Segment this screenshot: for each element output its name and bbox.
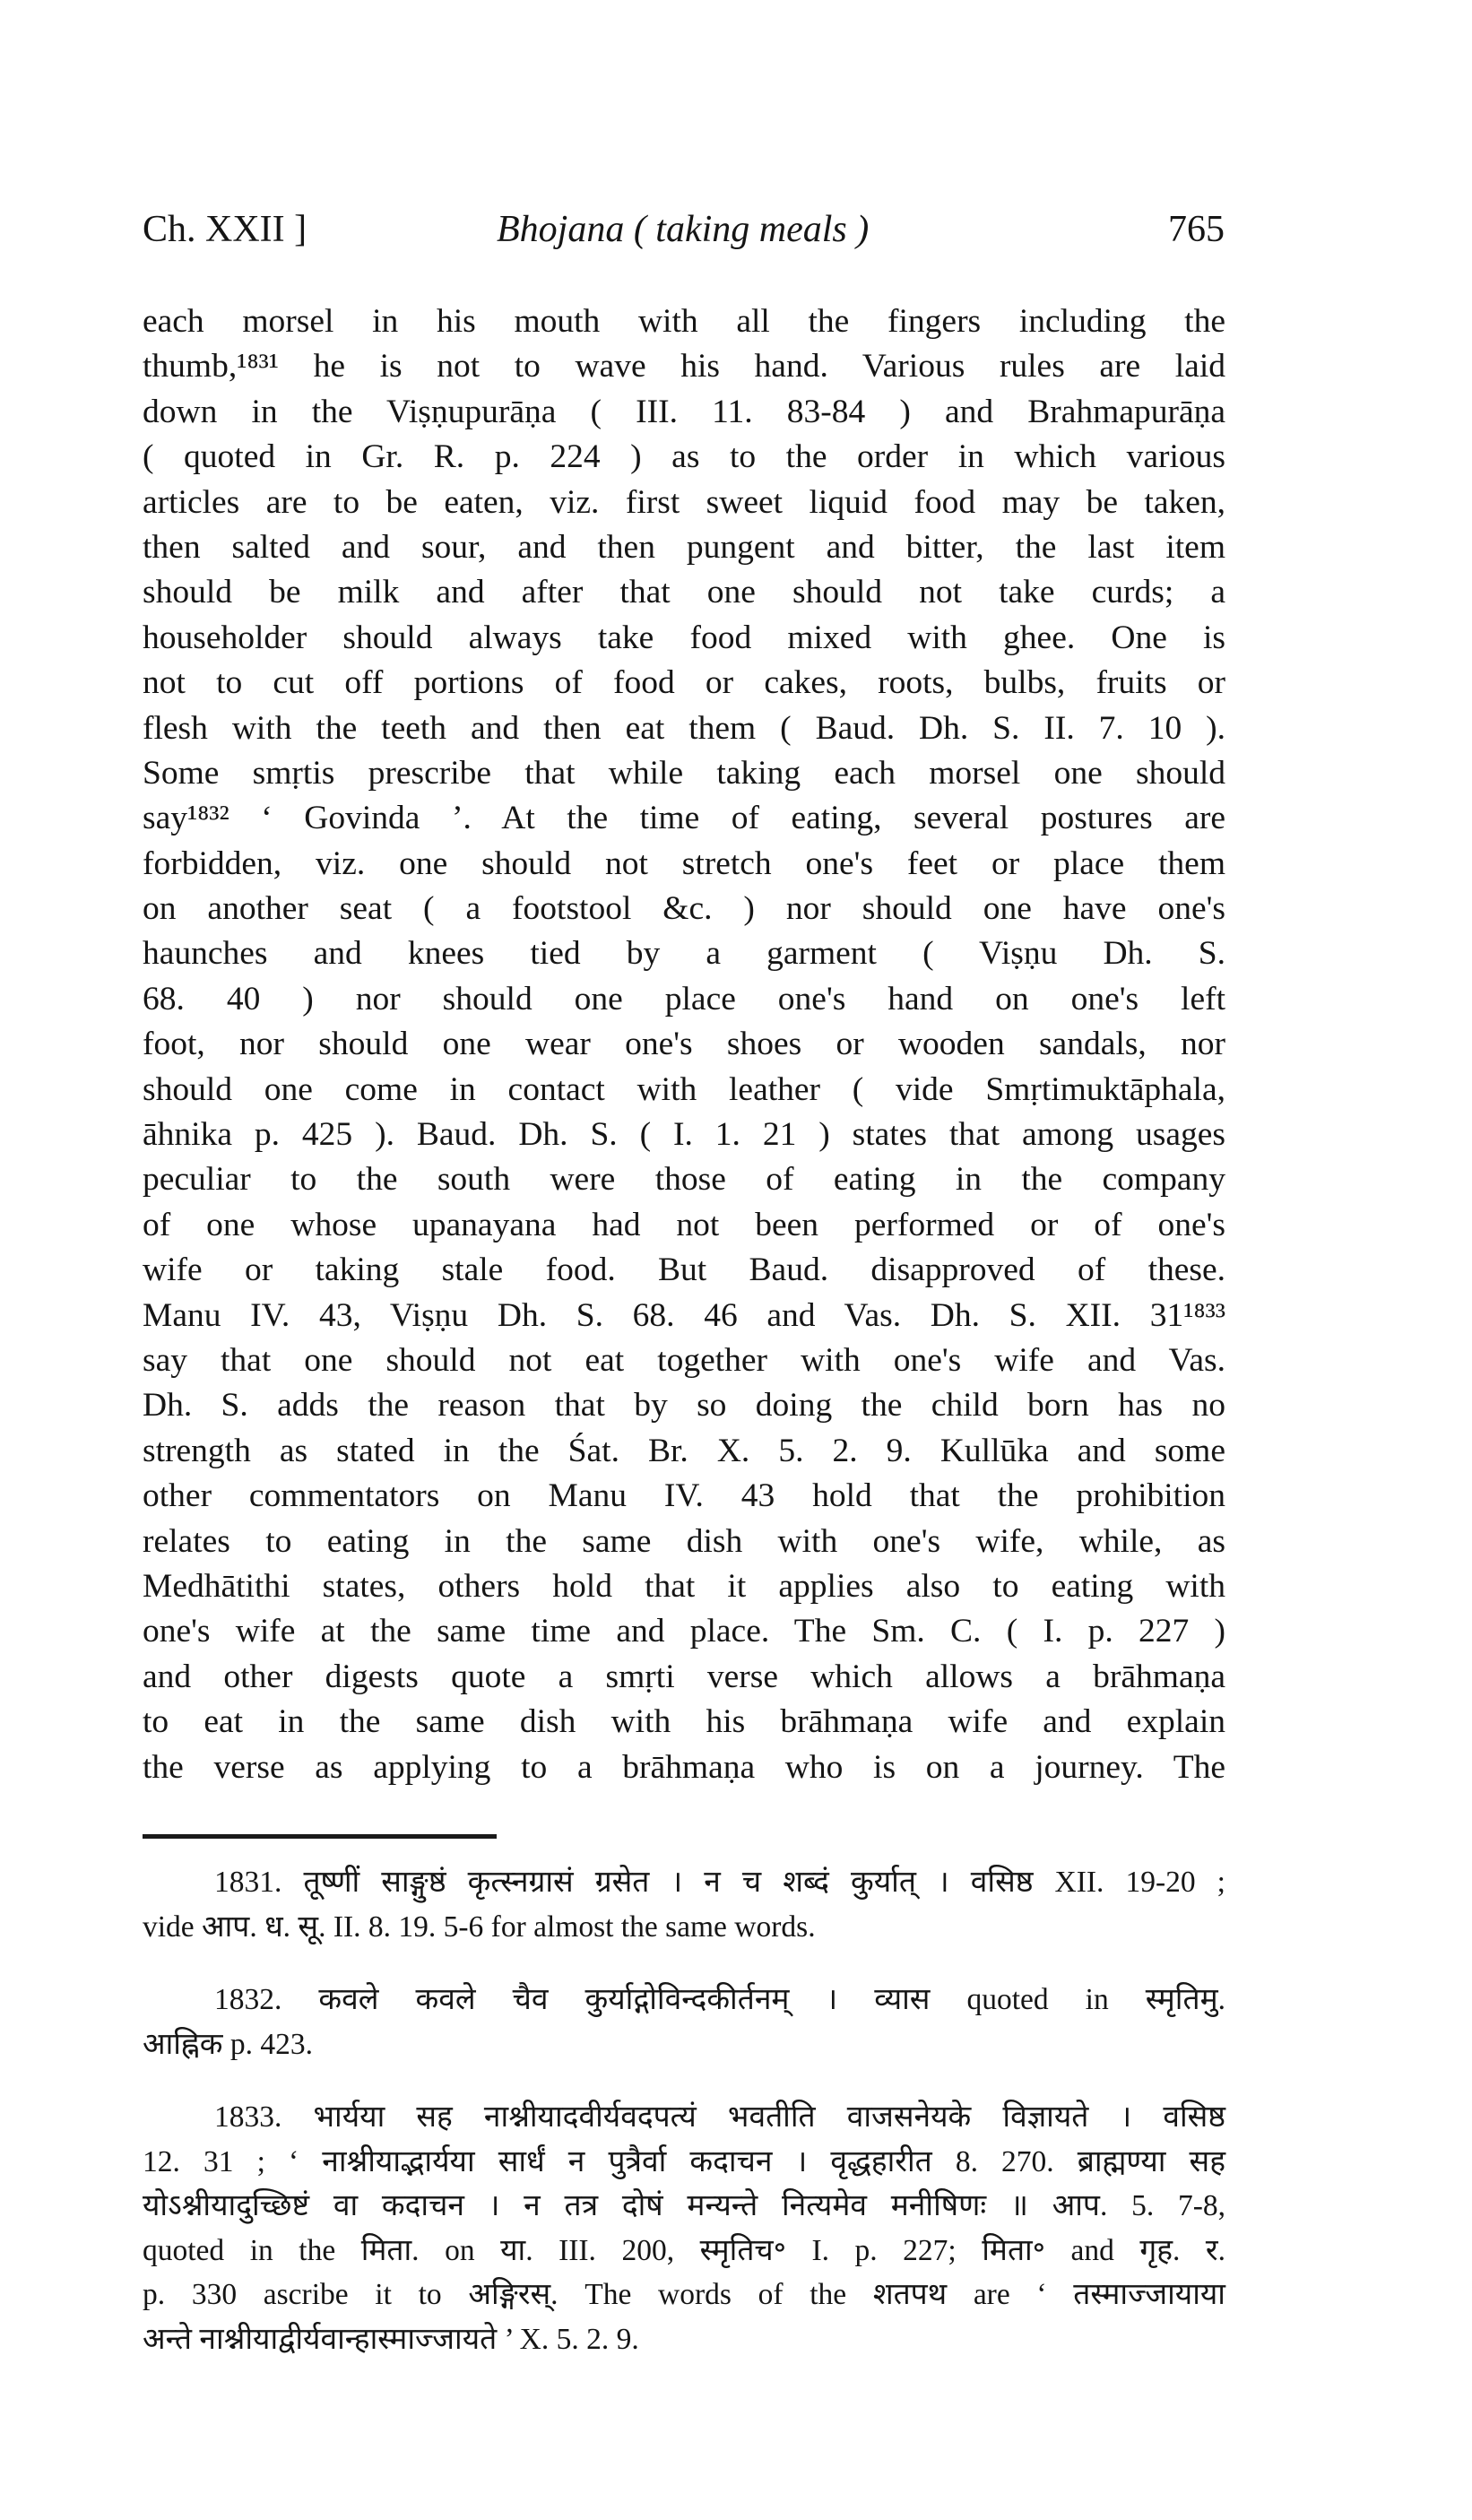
text-line: on another seat ( a footstool &c. ) nor should one have one's — [143, 890, 1225, 928]
text-line: ( quoted in Gr. R. p. 224 ) as to the order in which various — [143, 438, 1225, 476]
footnote-line: अन्ते नाश्नीयाद्वीर्यवान्हास्माज्जायते ’ X. 5. 2. 9. — [143, 2322, 639, 2356]
footnote-line: 12. 31 ; ‘ नाश्नीयाद्भार्यया सार्धं न पुत्रैर्वा कदाचन । वृद्धहारीत 8. 270. ब्राह्मण्या सह — [143, 2144, 1225, 2178]
text-line: down in the Viṣṇupurāṇa ( III. 11. 83-84 ) and Brahmapurāṇa — [143, 393, 1225, 430]
footnote-line: 1832. कवले कवले चैव कुर्याद्गोविन्दकीर्तनम् । व्यास quoted in स्मृतिमु. — [214, 1983, 1225, 2016]
text-line: then salted and sour, and then pungent and bitter, the last item — [143, 528, 1225, 566]
text-line: āhnika p. 425 ). Baud. Dh. S. ( I. 1. 21 ) states that among usages — [143, 1116, 1225, 1154]
main-text — [143, 299, 1225, 1790]
footnote-line: quoted in the मिता. on या. III. 200, स्मृतिच॰ I. p. 227; मिता॰ and गृह. र. — [143, 2233, 1225, 2267]
text-line: one's wife at the same time and place. The Sm. C. ( I. p. 227 ) — [143, 1613, 1225, 1650]
text-line: articles are to be eaten, viz. first sweet liquid food may be taken, — [143, 483, 1225, 521]
text-line: 68. 40 ) nor should one place one's hand on one's left — [143, 980, 1225, 1018]
text-line: should one come in contact with leather ( vide Smṛtimuktāphala, — [143, 1070, 1225, 1108]
text-line: thumb,¹⁸³¹ he is not to wave his hand. Various rules are laid — [143, 348, 1225, 385]
text-line: Dh. S. adds the reason that by so doing the child born has no — [143, 1387, 1225, 1425]
text-line: Some smṛtis prescribe that while taking each morsel one should — [143, 754, 1225, 792]
footnotes — [143, 1860, 1225, 2390]
text-line: foot, nor should one wear one's shoes or wooden sandals, nor — [143, 1026, 1225, 1063]
text-line: Medhātithi states, others hold that it applies also to eating with — [143, 1567, 1225, 1605]
footnote-line: 1831. तूष्णीं साङ्गुष्ठं कृत्स्नग्रासं ग्रसेत । न च शब्दं कुर्यात् । वसिष्ठ XII. 19-20 ; — [214, 1866, 1225, 1899]
text-line: peculiar to the south were those of eating in the company — [143, 1161, 1225, 1199]
text-line: relates to eating in the same dish with one's wife, while, as — [143, 1522, 1225, 1560]
text-line: say that one should not eat together with one's wife and Vas. — [143, 1341, 1225, 1379]
footnote-line: आह्निक p. 423. — [143, 2027, 313, 2061]
running-title: Bhojana ( taking meals ) — [497, 209, 870, 250]
text-line: haunches and knees tied by a garment ( Viṣṇu Dh. S. — [143, 935, 1225, 973]
text-line: Manu IV. 43, Viṣṇu Dh. S. 68. 46 and Vas. Dh. S. XII. 31¹⁸³³ — [143, 1296, 1225, 1334]
footnote-line: योऽश्नीयादुच्छिष्टं वा कदाचन । न तत्र दोषं मन्यन्ते नित्यमेव मनीषिणः ॥ आप. 5. 7-8, — [143, 2189, 1225, 2222]
page-number: 765 — [1168, 209, 1225, 250]
text-line: forbidden, viz. one should not stretch one's feet or place them — [143, 844, 1225, 882]
text-line: other commentators on Manu IV. 43 hold that the prohibition — [143, 1477, 1225, 1515]
chapter-label: Ch. XXII ] — [143, 209, 307, 250]
footnote-1831 — [143, 1860, 1225, 1949]
text-line: flesh with the teeth and then eat them ( Baud. Dh. S. II. 7. 10 ). — [143, 709, 1225, 747]
footnote-1832 — [143, 1978, 1225, 2066]
text-line: householder should always take food mixed with ghee. One is — [143, 619, 1225, 656]
footnote-line: 1833. भार्यया सह नाश्नीयादवीर्यवदपत्यं भवतीति वाजसनेयके विज्ञायते । वसिष्ठ — [214, 2100, 1225, 2134]
text-line: to eat in the same dish with his brāhmaṇa wife and explain — [143, 1703, 1225, 1741]
footnote-1833 — [143, 2095, 1225, 2361]
text-line: not to cut off portions of food or cakes, roots, bulbs, fruits or — [143, 664, 1225, 702]
footnote-line: p. 330 ascribe it to अङ्गिरस्. The words of the शतपथ are ‘ तस्माज्जायाया — [143, 2278, 1225, 2311]
footnote-line: vide आप. ध. सू. II. 8. 19. 5-6 for almost the same words. — [143, 1909, 816, 1944]
text-line: say¹⁸³² ‘ Govinda ’. At the time of eating, several postures are — [143, 800, 1225, 837]
text-line: of one whose upanayana had not been performed or of one's — [143, 1206, 1225, 1243]
text-line: should be milk and after that one should not take curds; a — [143, 574, 1225, 611]
text-line: strength as stated in the Śat. Br. X. 5. 2. 9. Kullūka and some — [143, 1432, 1225, 1469]
running-header — [143, 208, 1225, 262]
text-line: wife or taking stale food. But Baud. disapproved of these. — [143, 1251, 1225, 1289]
text-line: and other digests quote a smṛti verse which allows a brāhmaṇa — [143, 1658, 1225, 1695]
footnote-separator — [143, 1834, 497, 1839]
text-line: the verse as applying to a brāhmaṇa who is on a journey. The — [143, 1748, 1225, 1786]
text-line: each morsel in his mouth with all the fingers including the — [143, 303, 1225, 340]
